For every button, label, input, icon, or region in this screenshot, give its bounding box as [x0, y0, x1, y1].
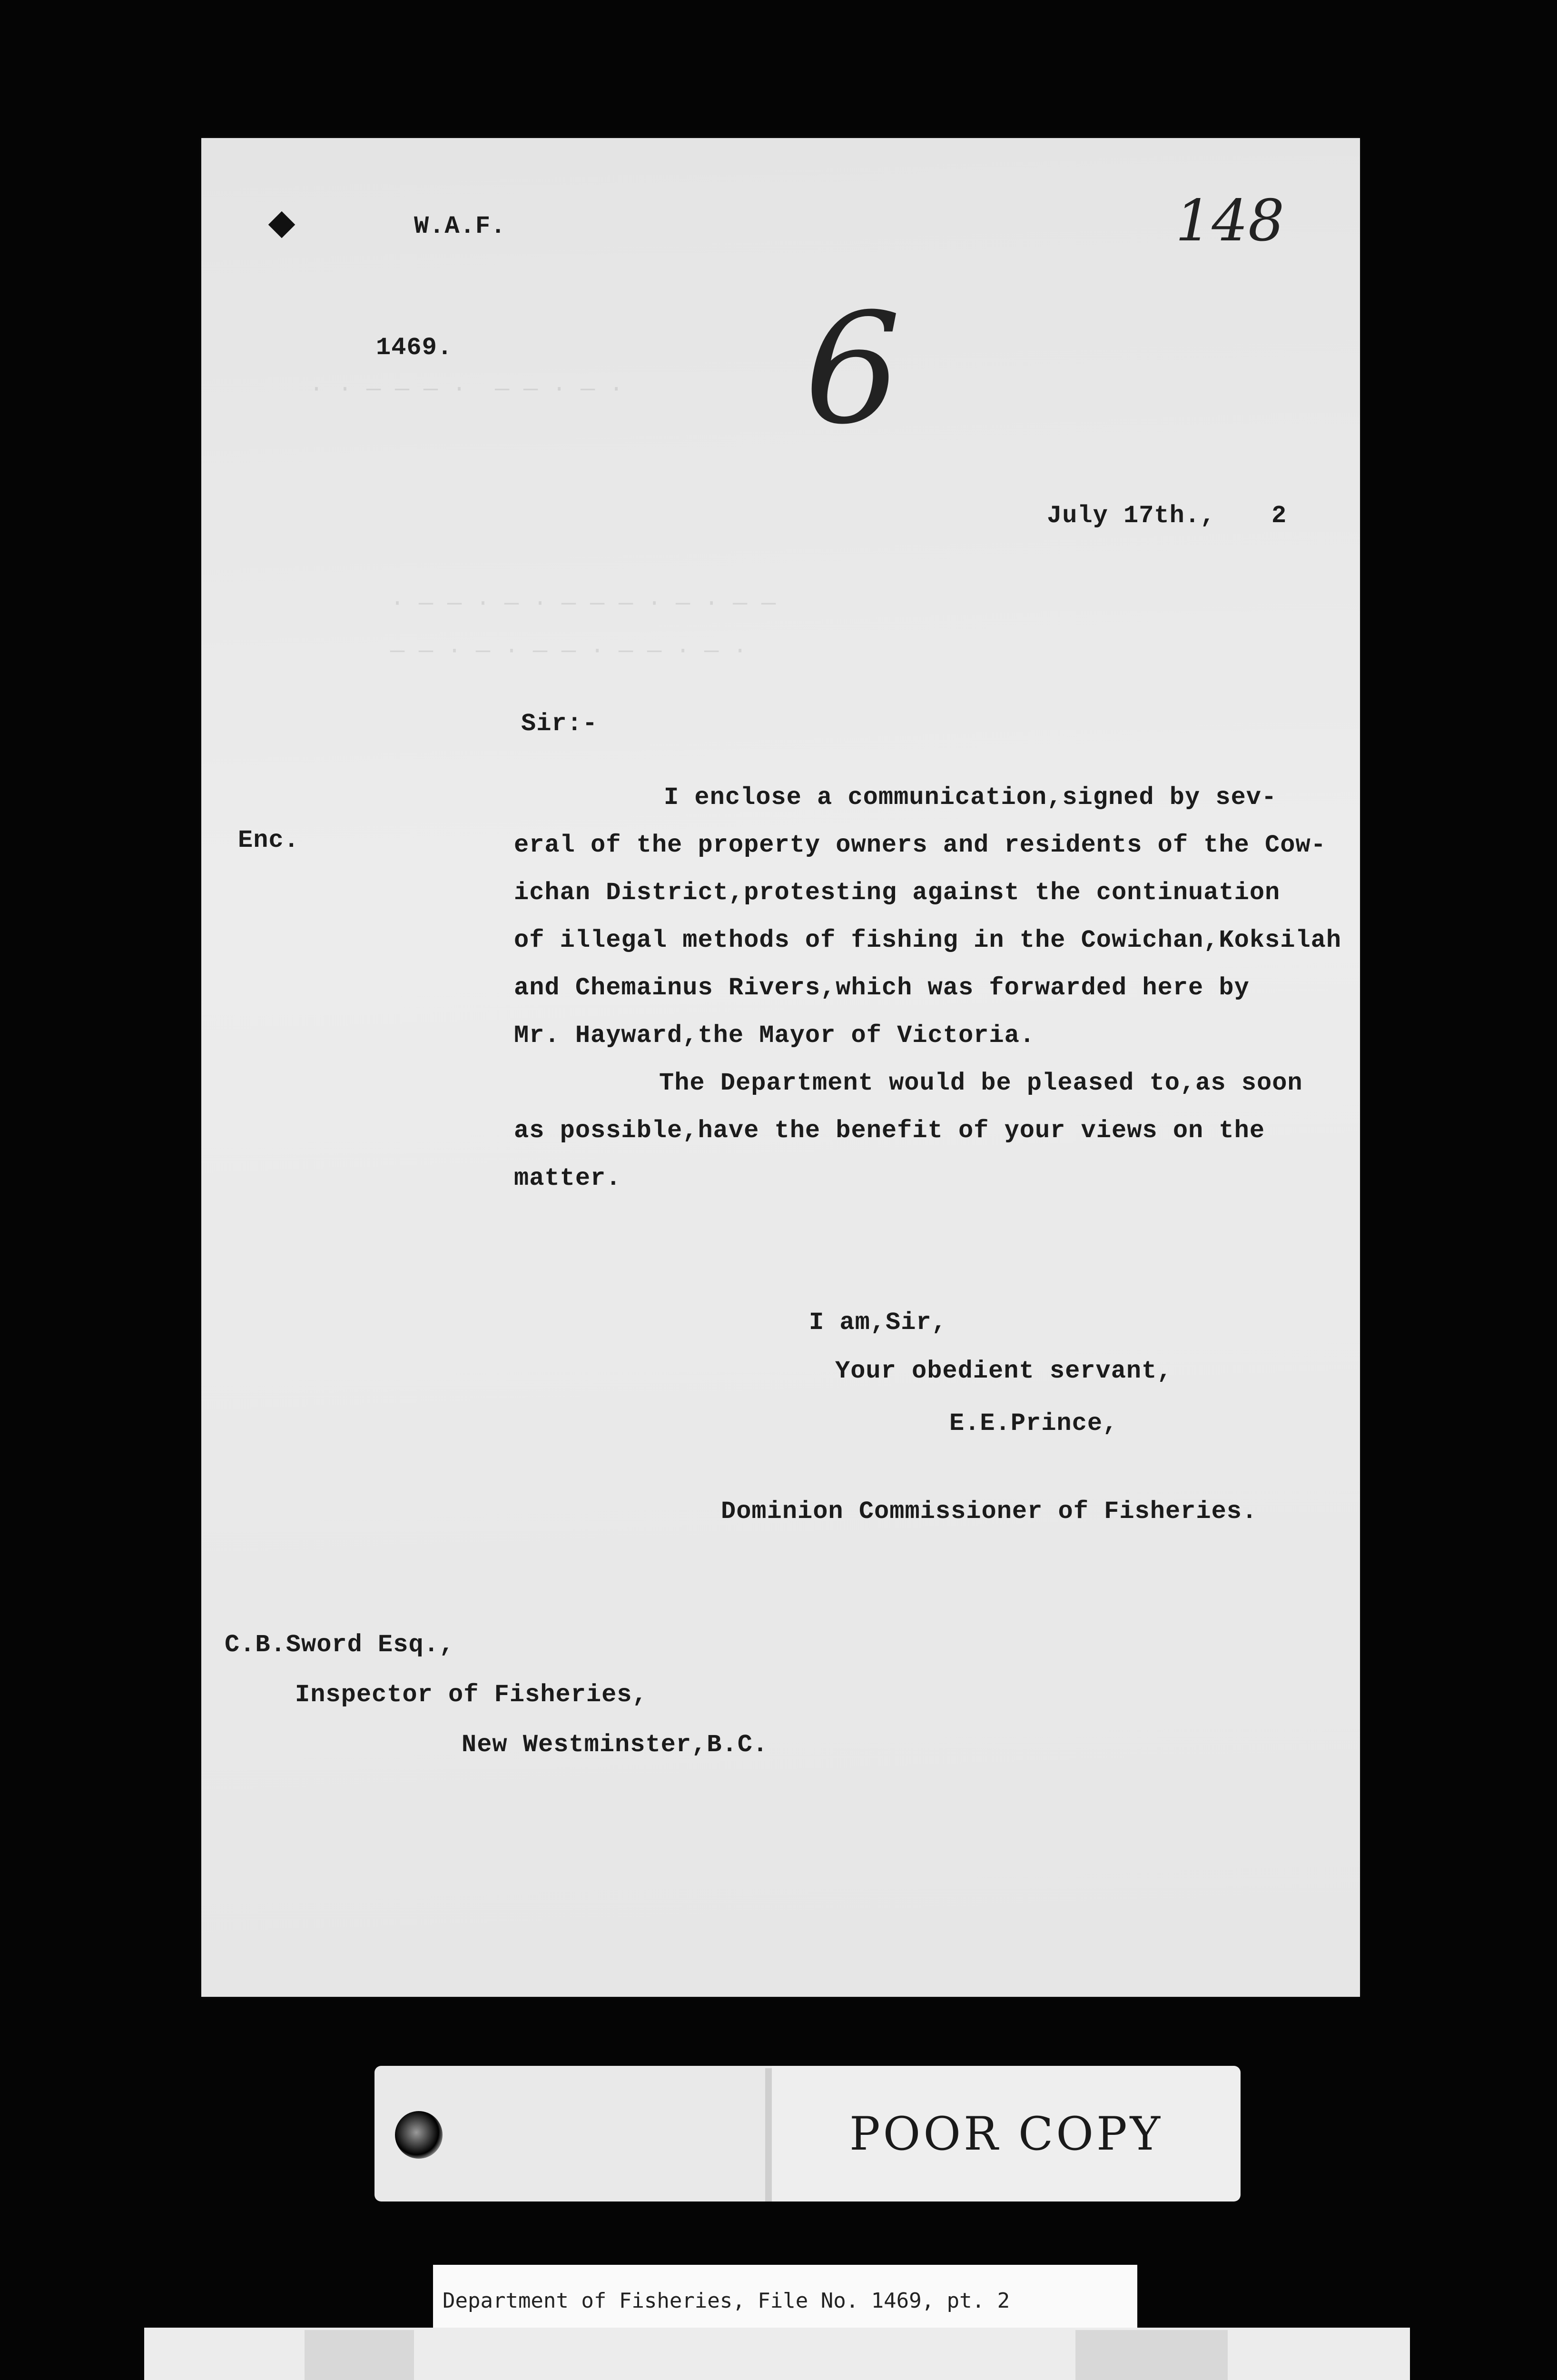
document-page [201, 138, 1360, 1997]
page-number: 2 [1271, 502, 1287, 530]
addressee-location: New Westminster,B.C. [462, 1731, 769, 1759]
handwritten-page-number: 148 [1175, 188, 1285, 254]
handwritten-mark: 6 [804, 281, 901, 458]
closing-line-2: Your obedient servant, [835, 1357, 1173, 1385]
body-line: of illegal methods of fishing in the Cowichan,Koksilah [514, 926, 1342, 954]
body-line: and Chemainus Rivers,which was forwarded here by [514, 974, 1250, 1002]
tape-patch [305, 2330, 414, 2380]
signatory-title: Dominion Commissioner of Fisheries. [721, 1497, 1258, 1526]
body-line: Mr. Hayward,the Mayor of Victoria. [514, 1021, 1035, 1050]
addressee-title: Inspector of Fisheries, [295, 1681, 648, 1709]
typist-initials: W.A.F. [414, 212, 506, 240]
body-line: The Department would be pleased to,as soon [659, 1069, 1303, 1097]
letter-date: July 17th., [1047, 502, 1216, 530]
file-number: 1469. [376, 334, 453, 362]
signatory-name: E.E.Prince, [949, 1409, 1118, 1438]
closing: I am,Sir, [809, 1309, 947, 1337]
addressee-name: C.B.Sword Esq., [225, 1631, 455, 1659]
salutation: Sir:- [521, 710, 598, 738]
tape-patch [1075, 2330, 1228, 2380]
file-label: Department of Fisheries, File No. 1469, pt. 2 [433, 2265, 1137, 2336]
tag-fold [765, 2068, 772, 2202]
body-line: matter. [514, 1164, 621, 1192]
body-line: eral of the property owners and residents of the Cow- [514, 831, 1326, 859]
body-line: I enclose a communication,signed by sev- [664, 783, 1277, 812]
grommet-icon [395, 2111, 443, 2159]
enclosure-mark: Enc. [238, 826, 299, 854]
body-line: as possible,have the benefit of your views on the [514, 1117, 1265, 1145]
bleed-through-text: — — · — · — — · — — · — · [390, 638, 748, 665]
bleed-through-text: · — — · — · — — — · — · — — [390, 590, 776, 617]
body-line: ichan District,protesting against the continuation [514, 879, 1281, 907]
poor-copy-label: POOR COPY [849, 2107, 1163, 2161]
bleed-through-text: · · — — — · — — · — · [309, 376, 624, 403]
